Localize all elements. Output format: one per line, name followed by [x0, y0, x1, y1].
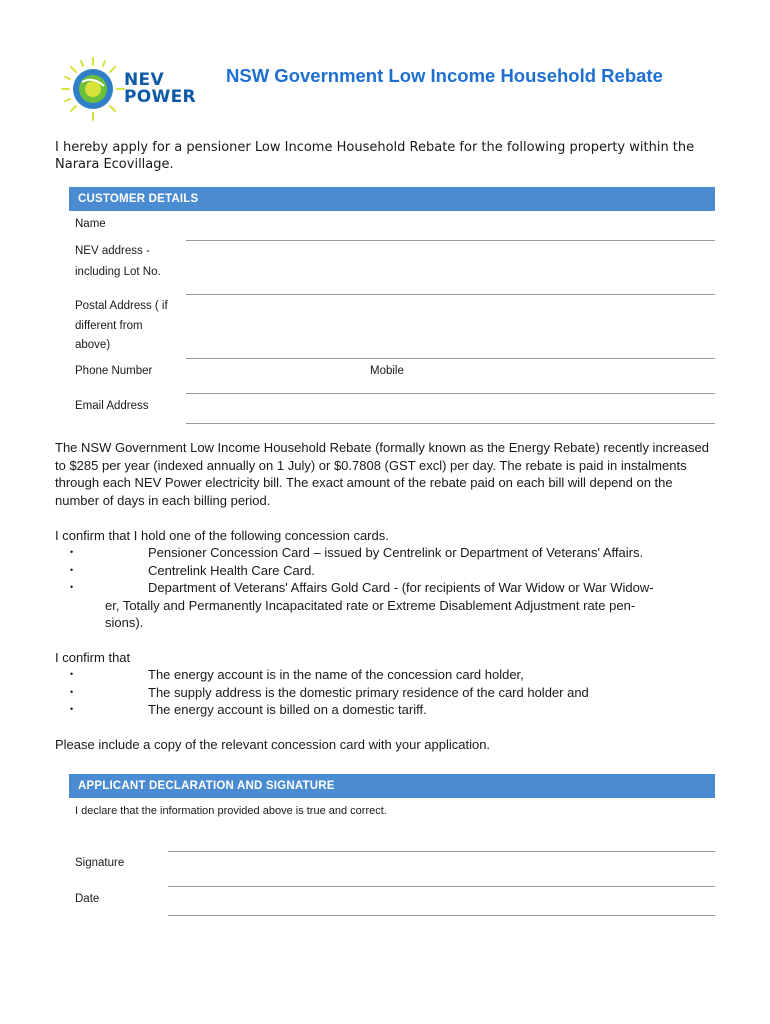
nev-address-label-line-2: including Lot No. [75, 266, 161, 278]
logo-line-1: NEV [124, 70, 164, 90]
postal-address-label-line-3: above) [75, 339, 111, 351]
confirm-item-3: The energy account is billed on a domestic tariff. [148, 702, 427, 717]
postal-address-field[interactable] [186, 358, 715, 359]
postal-address-label-line-2: different from [75, 320, 143, 332]
declaration-header: APPLICANT DECLARATION AND SIGNATURE [69, 774, 715, 798]
nev-address-field[interactable] [186, 294, 715, 295]
signature-field[interactable] [168, 886, 715, 887]
phone-label: Phone Number [75, 365, 153, 377]
email-label: Email Address [75, 400, 149, 412]
confirm-item-1: The energy account is in the name of the concession card holder, [148, 667, 524, 682]
bullet: • [70, 582, 74, 592]
cards-lead: I confirm that I hold one of the following concession cards. [55, 528, 389, 543]
sun-globe-icon [58, 56, 128, 122]
mobile-label: Mobile [370, 365, 404, 377]
bullet: • [70, 565, 74, 575]
bullet: • [70, 687, 74, 697]
date-label: Date [75, 893, 100, 905]
logo-line-2: POWER [124, 87, 196, 107]
card-item-3-line-3: sions). [105, 615, 144, 630]
nev-power-logo [58, 56, 218, 122]
card-item-3-line-2: er, Totally and Permanently Incapacitated rate or Extreme Disablement Adjustment rate pen- [105, 598, 636, 613]
declaration-text: I declare that the information provided above is true and correct. [75, 805, 387, 817]
card-item-1: Pensioner Concession Card – issued by Centrelink or Department of Veterans' Affairs. [148, 545, 644, 560]
date-field[interactable] [168, 915, 715, 916]
bullet: • [70, 669, 74, 679]
signature-top-rule [168, 851, 715, 852]
name-label: Name [75, 218, 106, 230]
name-field[interactable] [186, 240, 715, 241]
bullet: • [70, 704, 74, 714]
phone-mobile-field[interactable] [186, 393, 715, 394]
rebate-paragraph: The NSW Government Low Income Household Rebate (formally known as the Energy Rebate) recently increased to $285 per year (indexed annually on 1 July) or $0.7808 (GST excl) per day. The rebate is paid in instalments through each NEV Power electricity bill. The exact amount of the rebate paid on each bill will depend on the number of days in each billing period. [55, 440, 709, 508]
copy-note: Please include a copy of the relevant concession card with your application. [55, 737, 491, 752]
intro-text: I hereby apply for a pensioner Low Income Household Rebate for the following property within the Narara Ecovillage. [55, 140, 695, 172]
card-item-2: Centrelink Health Care Card. [148, 563, 315, 578]
bullet: • [70, 547, 74, 557]
confirm-lead: I confirm that [55, 650, 131, 665]
customer-details-header: CUSTOMER DETAILS [69, 187, 715, 211]
email-field[interactable] [186, 423, 715, 424]
page-title: NSW Government Low Income Household Rebate [226, 65, 663, 86]
signature-label: Signature [75, 857, 125, 869]
confirm-item-2: The supply address is the domestic primary residence of the card holder and [148, 685, 589, 700]
nev-address-label-line-1: NEV address - [75, 245, 150, 257]
card-item-3-line-1: Department of Veterans' Affairs Gold Card - (for recipients of War Widow or War Widow- [148, 580, 654, 595]
postal-address-label-line-1: Postal Address ( if [75, 300, 168, 312]
